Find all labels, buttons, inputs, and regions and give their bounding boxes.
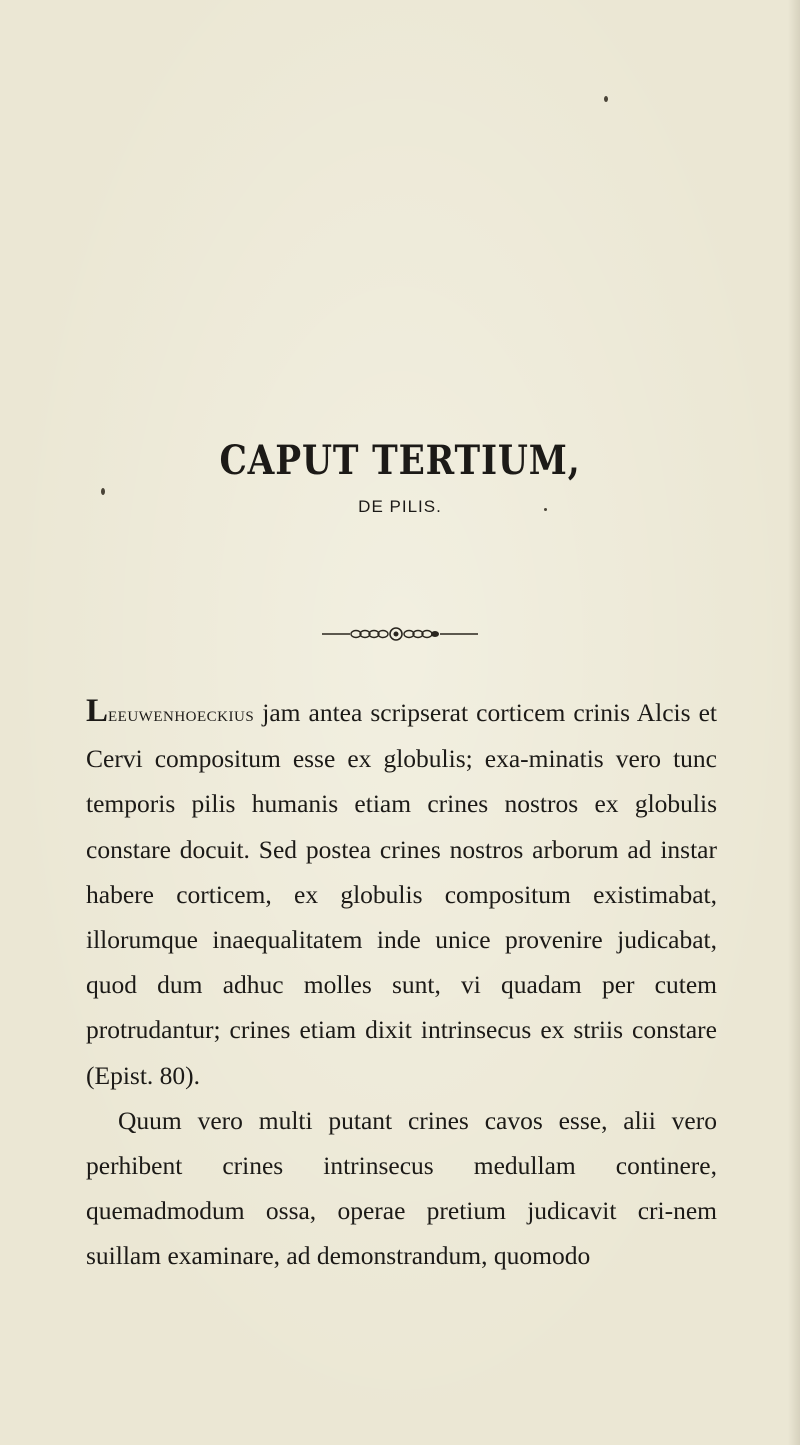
initial-letter: L — [86, 693, 109, 729]
ink-speck — [101, 488, 105, 495]
ink-speck — [604, 96, 608, 102]
paragraph-1-text: jam antea scripserat corticem crinis Alcis et Cervi compositum esse ex globulis; exa-minatis vero tunc temporis pilis humanis etiam crines nostros ex globulis constare docuit. Sed postea crines nostros arborum ad instar habere corticem, ex globulis compositum existimabat, illorumque inaequalitatem inde unice provenire judicabat, quod dum adhuc molles sunt, vi quadam per cutem protrudantur; crines etiam dixit intrinsecus ex striis constare (Epist. 80). — [86, 698, 717, 1090]
author-name — [86, 693, 255, 729]
chapter-title: CAPUT TERTIUM, — [219, 437, 581, 484]
author-name-rest: eeuwenhoeckius — [108, 701, 255, 726]
decorative-rule-ornament — [320, 626, 480, 642]
chapter-subtitle: DE PILIS. — [358, 497, 442, 516]
body-text — [86, 689, 717, 1279]
paragraph-1 — [86, 689, 717, 1098]
page-edge-shadow — [788, 0, 800, 1445]
paragraph-2: Quum vero multi putant crines cavos esse, alii vero perhibent crines intrinsecus medullam continere, quemadmodum ossa, operae pretium judicavit cri-nem suillam examinare, ad demonstrandum, quomodo — [86, 1105, 717, 1271]
